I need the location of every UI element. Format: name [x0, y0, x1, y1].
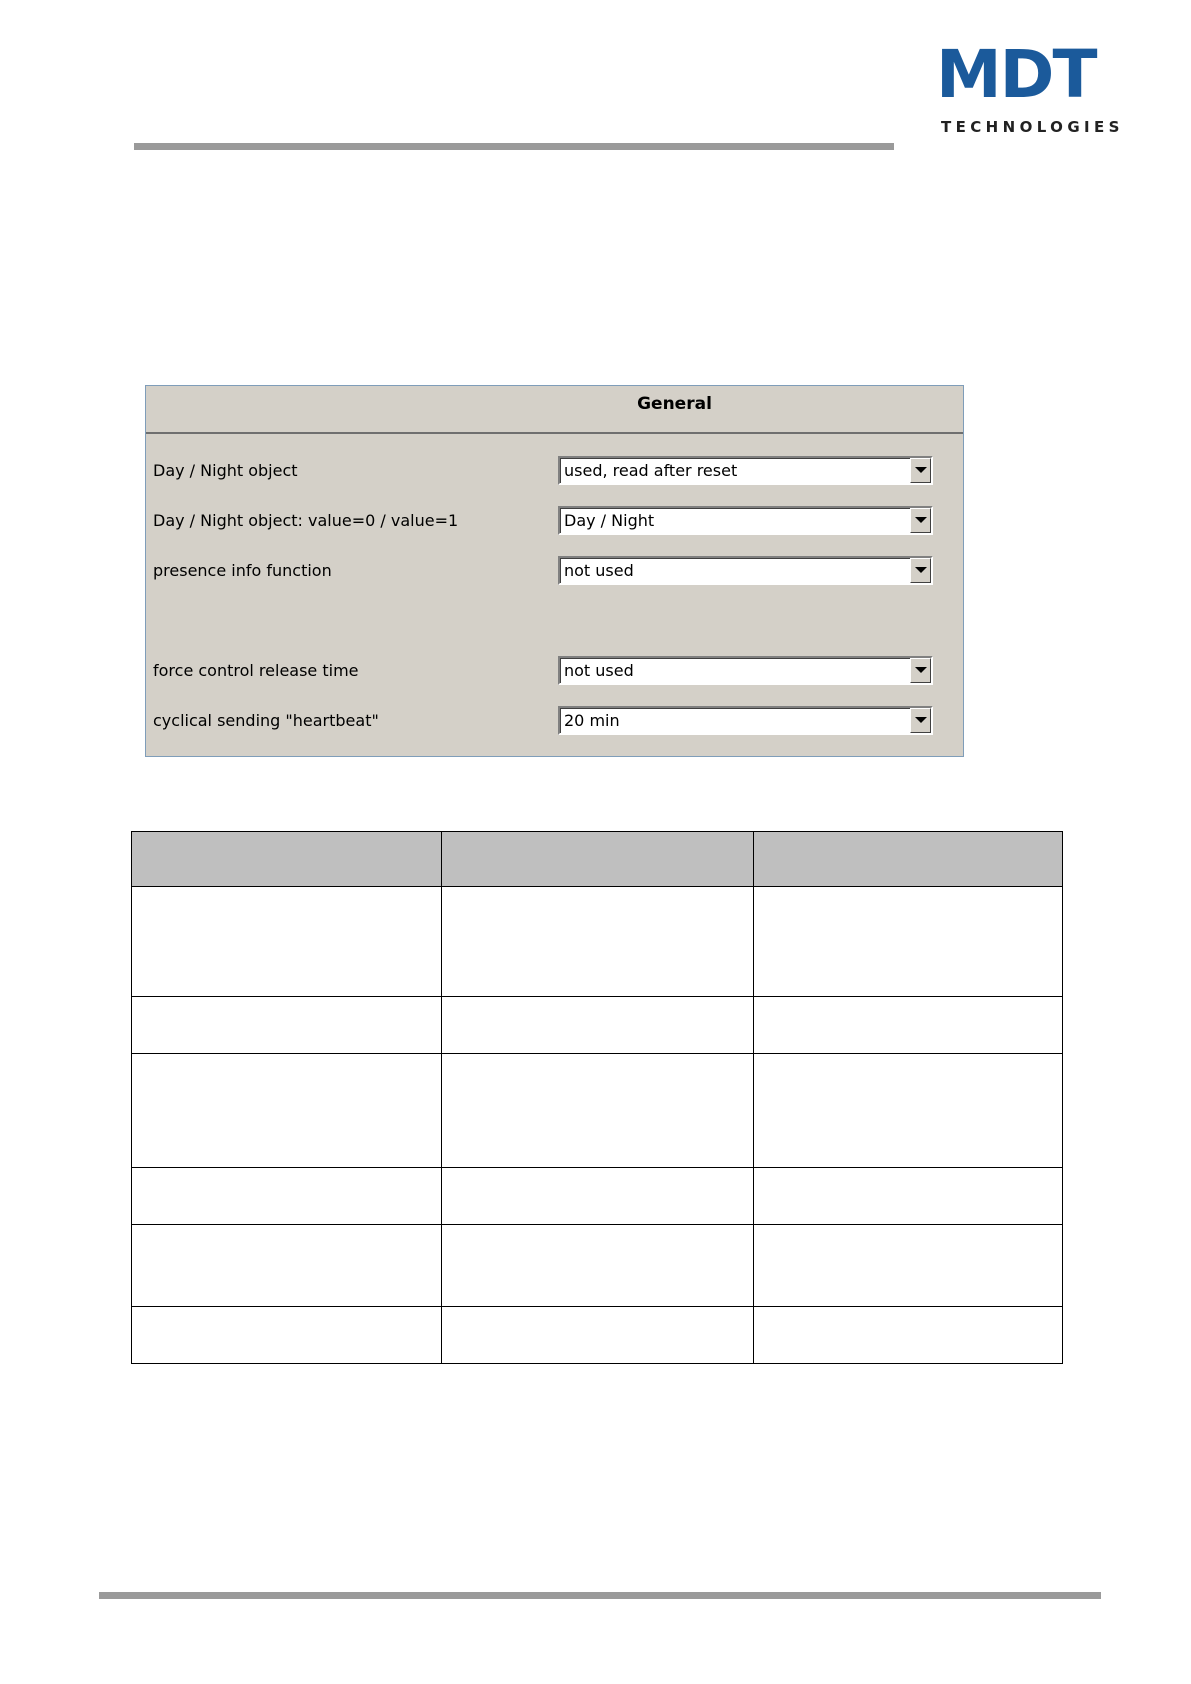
parameter-table	[131, 831, 1063, 1364]
table-cell	[442, 1307, 754, 1364]
table-cell	[132, 1054, 442, 1168]
table-cell	[442, 1054, 754, 1168]
table-row	[132, 997, 1063, 1054]
table-header-cell	[132, 832, 442, 887]
dialog-header	[146, 386, 963, 434]
table-row	[132, 1168, 1063, 1225]
day-night-object-select[interactable]	[558, 456, 933, 485]
chevron-down-icon	[915, 467, 927, 473]
table-header-cell	[442, 832, 754, 887]
table-row	[132, 887, 1063, 997]
dropdown-button[interactable]	[910, 558, 931, 583]
heartbeat-select[interactable]	[558, 706, 933, 735]
param-label: Day / Night object: value=0 / value=1	[153, 511, 459, 530]
table-cell	[132, 1168, 442, 1225]
table-cell	[132, 997, 442, 1054]
table-cell	[442, 1225, 754, 1307]
table-cell	[754, 1168, 1063, 1225]
general-settings-dialog	[145, 385, 964, 757]
select-value: used, read after reset	[564, 461, 738, 480]
table-cell	[754, 1054, 1063, 1168]
table-cell	[754, 1307, 1063, 1364]
table-cell	[132, 1307, 442, 1364]
table-cell	[132, 887, 442, 997]
dropdown-button[interactable]	[910, 458, 931, 483]
table-row	[132, 1054, 1063, 1168]
param-label: cyclical sending "heartbeat"	[153, 711, 379, 730]
param-row-day-night-values	[146, 506, 963, 536]
select-value: 20 min	[564, 711, 620, 730]
dropdown-button[interactable]	[910, 658, 931, 683]
param-row-heartbeat	[146, 706, 963, 736]
day-night-values-select[interactable]	[558, 506, 933, 535]
table-cell	[442, 1168, 754, 1225]
chevron-down-icon	[915, 517, 927, 523]
dialog-title: General	[637, 394, 712, 414]
force-control-select[interactable]	[558, 656, 933, 685]
dropdown-button[interactable]	[910, 508, 931, 533]
table-row	[132, 1307, 1063, 1364]
param-row-day-night-object	[146, 456, 963, 486]
chevron-down-icon	[915, 667, 927, 673]
param-label: force control release time	[153, 661, 359, 680]
mdt-logo	[936, 36, 1124, 138]
footer-rule	[99, 1592, 1101, 1599]
param-row-force-control	[146, 656, 963, 686]
select-value: not used	[564, 561, 634, 580]
select-value: not used	[564, 661, 634, 680]
chevron-down-icon	[915, 717, 927, 723]
table-cell	[442, 887, 754, 997]
table-cell	[754, 1225, 1063, 1307]
dropdown-button[interactable]	[910, 708, 931, 733]
select-value: Day / Night	[564, 511, 655, 530]
table-cell	[754, 887, 1063, 997]
logo-wordmark: MDT	[936, 36, 1096, 113]
param-row-presence-info	[146, 556, 963, 586]
chevron-down-icon	[915, 567, 927, 573]
param-label: Day / Night object	[153, 461, 298, 480]
presence-info-select[interactable]	[558, 556, 933, 585]
table-header-row	[132, 832, 1063, 887]
table-cell	[132, 1225, 442, 1307]
logo-subtitle: TECHNOLOGIES	[941, 118, 1124, 136]
table-cell	[442, 997, 754, 1054]
table-header-cell	[754, 832, 1063, 887]
header-rule	[134, 143, 894, 150]
param-label: presence info function	[153, 561, 332, 580]
table-cell	[754, 997, 1063, 1054]
table-row	[132, 1225, 1063, 1307]
